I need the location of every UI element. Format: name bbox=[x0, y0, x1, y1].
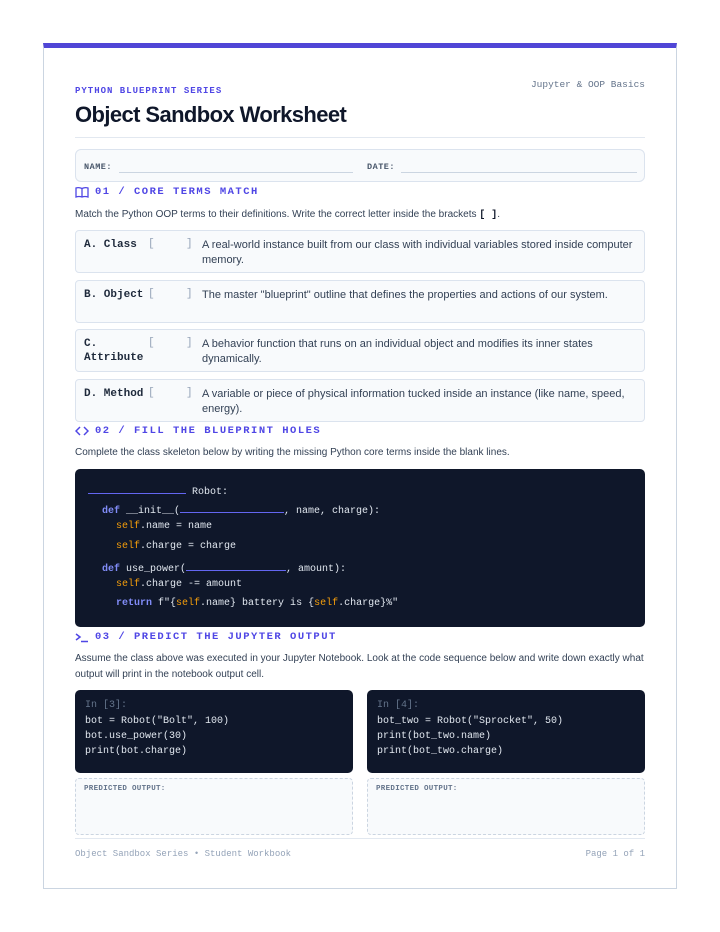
header-divider bbox=[75, 137, 645, 138]
keyword-self: self bbox=[116, 521, 141, 532]
notebook-cell-4 bbox=[367, 690, 645, 773]
answer-bracket-open[interactable]: [ bbox=[148, 387, 155, 399]
code-text: Robot: bbox=[186, 487, 229, 498]
page-title: Object Sandbox Worksheet bbox=[75, 102, 347, 127]
cell-code-line: bot = Robot("Bolt", 100) bbox=[85, 716, 230, 727]
keyword-return: return bbox=[116, 598, 153, 609]
date-label: DATE: bbox=[367, 162, 396, 172]
term-label: C. Attribute bbox=[84, 338, 144, 364]
code-line-charge bbox=[116, 541, 236, 552]
code-text: , amount): bbox=[286, 564, 347, 575]
code-skeleton bbox=[75, 469, 645, 627]
term-definition: A real-world instance built from our class with individual variables stored inside computer memory. bbox=[202, 239, 633, 266]
code-line-charge-sub bbox=[116, 579, 242, 590]
worksheet-page bbox=[43, 43, 677, 889]
term-row-b bbox=[75, 280, 645, 323]
term-row-d bbox=[75, 379, 645, 422]
code-line-name bbox=[116, 521, 212, 532]
code-text: , name, charge): bbox=[284, 506, 381, 517]
keyword-self: self bbox=[176, 598, 201, 609]
section-1-heading bbox=[75, 186, 259, 198]
answer-bracket-open[interactable]: [ bbox=[148, 238, 155, 250]
code-line-init bbox=[102, 502, 380, 517]
section-2-instructions: Complete the class skeleton below by writing the missing Python core terms inside the blank lines. bbox=[75, 447, 510, 458]
instructions-text: Match the Python OOP terms to their definitions. Write the correct letter inside the brackets bbox=[75, 209, 480, 220]
answer-bracket-close: ] bbox=[186, 337, 193, 349]
name-field[interactable] bbox=[119, 172, 353, 173]
section-3-title: 03 / PREDICT THE JUPYTER OUTPUT bbox=[95, 631, 337, 643]
code-line-class bbox=[88, 483, 228, 498]
footer-divider bbox=[75, 838, 645, 839]
blank-method-param[interactable] bbox=[186, 560, 286, 571]
footer-left: Object Sandbox Series • Student Workbook bbox=[75, 849, 292, 859]
term-definition: A behavior function that runs on an individual object and modifies its inner states dynamically. bbox=[202, 338, 593, 365]
section-1-instructions bbox=[75, 207, 645, 224]
topic-label: Jupyter & OOP Basics bbox=[530, 79, 645, 90]
code-text: .charge}%" bbox=[338, 598, 399, 609]
code-line-use-power bbox=[102, 560, 346, 575]
section-2-title: 02 / FILL THE BLUEPRINT HOLES bbox=[95, 425, 322, 437]
predicted-output-label: PREDICTED OUTPUT: bbox=[376, 785, 458, 793]
predicted-output-label: PREDICTED OUTPUT: bbox=[84, 785, 166, 793]
cell-code-line: print(bot.charge) bbox=[85, 746, 188, 757]
keyword-self: self bbox=[314, 598, 339, 609]
section-1-title: 01 / CORE TERMS MATCH bbox=[95, 186, 259, 198]
cell-code-line: print(bot_two.charge) bbox=[377, 746, 504, 757]
term-definition: The master "blueprint" outline that defines the properties and actions of our system. bbox=[202, 289, 608, 301]
instructions-end: . bbox=[497, 209, 501, 220]
keyword-def: def bbox=[102, 506, 121, 517]
term-definition: A variable or piece of physical information tucked inside an instance (like name, speed, energy). bbox=[202, 388, 625, 415]
code-text: f"{ bbox=[152, 598, 177, 609]
code-text: .name} battery is { bbox=[200, 598, 315, 609]
code-line-return bbox=[116, 598, 398, 609]
code-text: .charge = charge bbox=[140, 541, 237, 552]
blank-class-keyword[interactable] bbox=[88, 483, 186, 494]
cell-prompt: In [4]: bbox=[377, 700, 420, 711]
term-row-a bbox=[75, 230, 645, 273]
footer-page-number: Page 1 of 1 bbox=[585, 849, 645, 859]
term-label: D. Method bbox=[84, 388, 144, 400]
keyword-def: def bbox=[102, 564, 121, 575]
student-info-box bbox=[75, 149, 645, 182]
cell-prompt: In [3]: bbox=[85, 700, 128, 711]
code-brackets-icon bbox=[75, 425, 89, 437]
name-label: NAME: bbox=[84, 162, 113, 172]
notebook-cell-3 bbox=[75, 690, 353, 773]
predicted-output-box-2[interactable] bbox=[367, 778, 645, 835]
cell-code-line: print(bot_two.name) bbox=[377, 731, 492, 742]
keyword-self: self bbox=[116, 579, 141, 590]
term-label: B. Object bbox=[84, 289, 144, 301]
section-3-instructions: Assume the class above was executed in your Jupyter Notebook. Look at the code sequence below and write down exactly what output will print in the notebook output cell. bbox=[75, 653, 644, 680]
answer-bracket-close: ] bbox=[186, 387, 193, 399]
section-2-heading bbox=[75, 425, 321, 437]
keyword-self: self bbox=[116, 541, 141, 552]
cell-code-line: bot.use_power(30) bbox=[85, 731, 188, 742]
series-label: PYTHON BLUEPRINT SERIES bbox=[75, 86, 223, 96]
answer-bracket-open[interactable]: [ bbox=[148, 337, 155, 349]
predicted-output-box-1[interactable] bbox=[75, 778, 353, 835]
code-text: .name = name bbox=[140, 521, 213, 532]
blank-init-param[interactable] bbox=[180, 502, 284, 513]
answer-bracket-close: ] bbox=[186, 238, 193, 250]
code-text: __init__( bbox=[120, 506, 181, 517]
date-field[interactable] bbox=[401, 172, 637, 173]
terminal-icon bbox=[75, 631, 89, 643]
answer-bracket-open[interactable]: [ bbox=[148, 288, 155, 300]
term-row-c bbox=[75, 329, 645, 372]
code-text: .charge -= amount bbox=[140, 579, 243, 590]
answer-bracket-close: ] bbox=[186, 288, 193, 300]
book-icon bbox=[75, 186, 89, 198]
code-text: use_power( bbox=[120, 564, 187, 575]
cell-code-line: bot_two = Robot("Sprocket", 50) bbox=[377, 716, 564, 727]
brackets-hint: [ ] bbox=[479, 210, 498, 221]
term-label: A. Class bbox=[84, 239, 137, 251]
section-3-heading bbox=[75, 631, 337, 643]
